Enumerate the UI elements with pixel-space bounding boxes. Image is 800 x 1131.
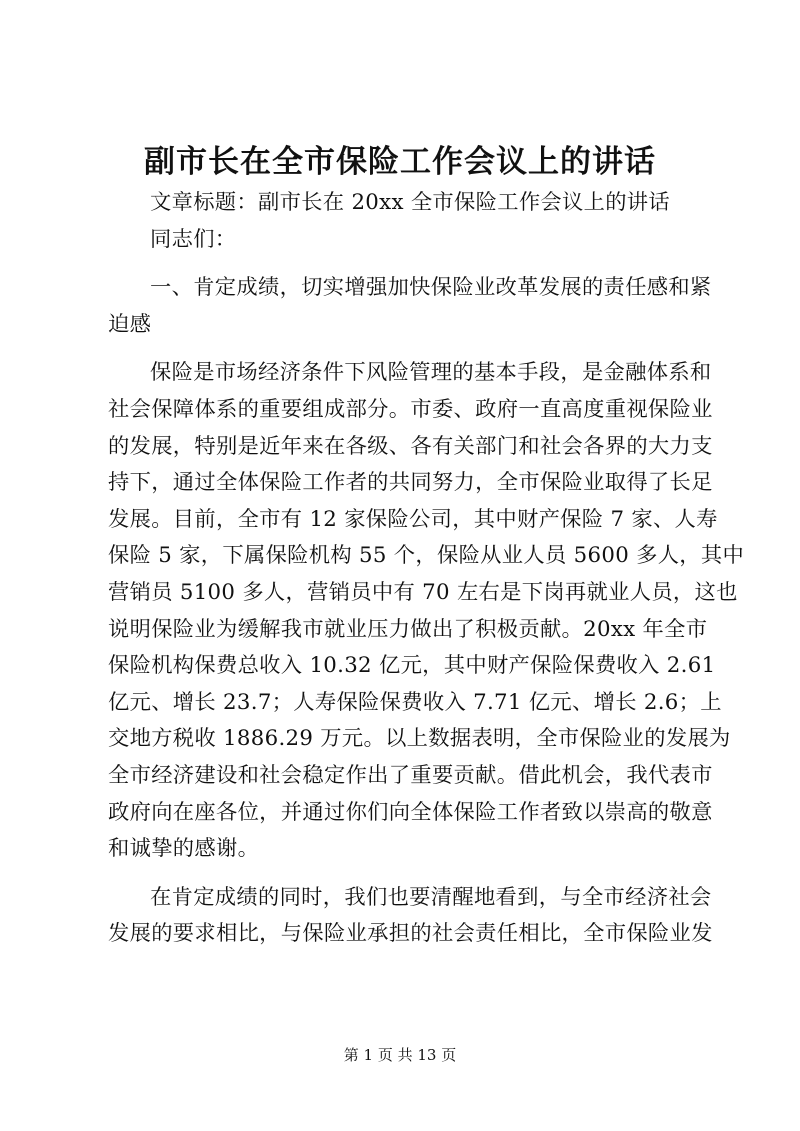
paragraph-line: 在肯定成绩的同时，我们也要清醒地看到，与全市经济社会 [150, 884, 712, 910]
paragraph-line: 亿元、增长 23.7；人寿保险保费收入 7.71 亿元、增长 2.6；上 [108, 689, 722, 715]
document-title: 副市长在全市保险工作会议上的讲话 [144, 144, 656, 180]
salutation-line: 同志们： [150, 226, 237, 252]
paragraph-line: 说明保险业为缓解我市就业压力做出了积极贡献。20xx 年全市 [108, 616, 708, 642]
paragraph-line: 持下，通过全体保险工作者的共同努力，全市保险业取得了长足 [108, 470, 713, 496]
paragraph-line: 的发展，特别是近年来在各级、各有关部门和社会各界的大力支 [108, 433, 713, 459]
document-body [108, 185, 745, 953]
paragraph-line: 发展的要求相比，与保险业承担的社会责任相比，全市保险业发 [108, 921, 713, 947]
paragraph-line: 保险是市场经济条件下风险管理的基本手段，是金融体系和 [150, 360, 712, 386]
paragraph-line: 保险机构保费总收入 10.32 亿元，其中财产保险保费收入 2.61 [108, 653, 716, 679]
article-title-line: 文章标题：副市长在 20xx 全市保险工作会议上的讲话 [150, 190, 670, 215]
paragraph-line: 营销员 5100 多人，营销员中有 70 左右是下岗再就业人员，这也 [108, 579, 738, 605]
paragraph-line: 全市经济建设和社会稳定作出了重要贡献。借此机会，我代表市 [108, 762, 713, 788]
page-footer: 第 1 页 共 13 页 [343, 1046, 457, 1064]
paragraph-line: 社会保障体系的重要组成部分。市委、政府一直高度重视保险业 [108, 396, 713, 422]
paragraph-line: 保险 5 家，下属保险机构 55 个，保险从业人员 5600 多人，其中 [108, 543, 745, 569]
paragraph-line: 政府向在座各位，并通过你们向全体保险工作者致以崇高的敬意 [108, 799, 713, 825]
paragraph-line: 交地方税收 1886.29 万元。以上数据表明，全市保险业的发展为 [108, 726, 731, 752]
section-heading-line: 一、肯定成绩，切实增强加快保险业改革发展的责任感和紧 [150, 275, 712, 301]
paragraph-line: 和诚挚的感谢。 [108, 836, 260, 862]
section-heading-line: 迫感 [108, 311, 152, 337]
paragraph-line: 发展。目前，全市有 12 家保险公司，其中财产保险 7 家、人寿 [108, 506, 718, 532]
